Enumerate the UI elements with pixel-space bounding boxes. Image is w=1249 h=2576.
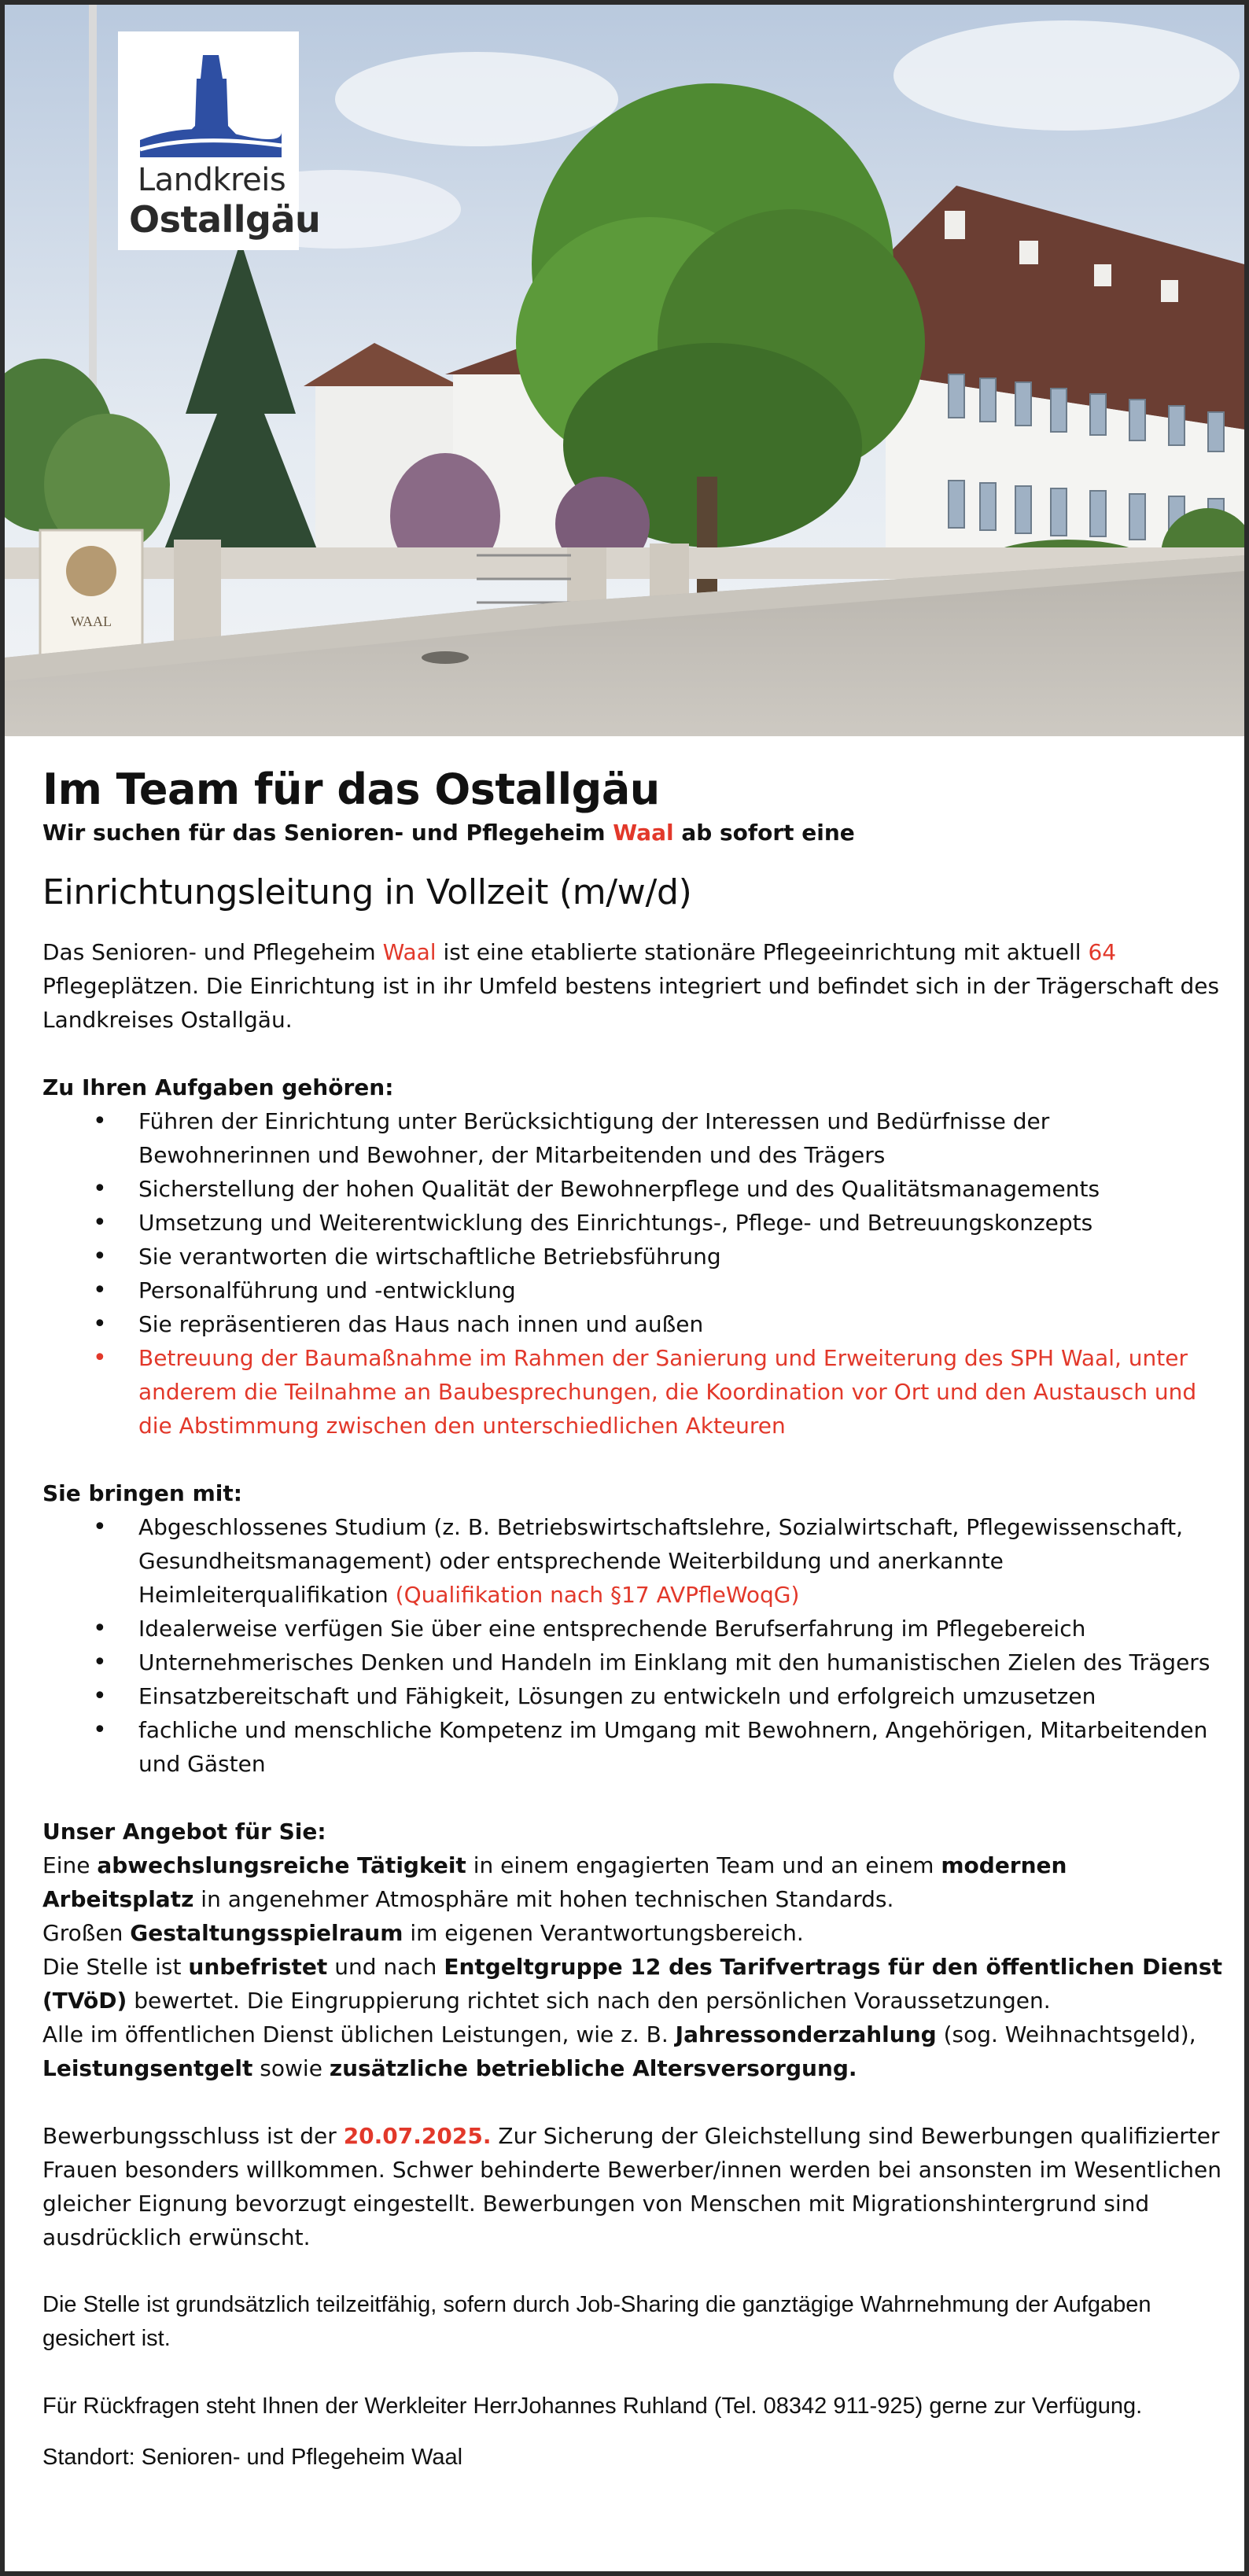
- landkreis-logo: [118, 31, 321, 250]
- location-line: Standort: Senioren- und Pflegeheim Waal: [42, 2445, 463, 2470]
- offer-line: Eine abwechslungsreiche Tätigkeit in einem engagierten Team und an einem modernen Arbeitsplatz in angenehmer Atmosphäre mit hohen technischen Standards.: [42, 1852, 1067, 1912]
- intro-paragraph: Das Senioren- und Pflegeheim Waal ist eine etablierte stationäre Pflegeeinrichtung mit aktuell 64 Pflegeplätzen. Die Einrichtung ist in ihr Umfeld bestens integriert und befindet sich in der Trägerschaft des Landkreises Ostallgäu.: [42, 939, 1220, 1033]
- headline: Im Team für das Ostallgäu: [42, 765, 660, 814]
- subheadline: Wir suchen für das Senioren- und Pflegeheim Waal ab sofort eine: [42, 820, 855, 846]
- offer-line: Großen Gestaltungsspielraum im eigenen Verantwortungsbereich.: [42, 1920, 804, 1946]
- offer-line: Die Stelle ist unbefristet und nach Entgeltgruppe 12 des Tarifvertrags für den öffentlichen Dienst (TVöD) bewertet. Die Eingruppierung richtet sich nach den persönlichen Voraussetzungen.: [42, 1954, 1222, 2014]
- offer-section: [42, 1815, 1222, 2085]
- offer-line: Alle im öffentlichen Dienst üblichen Leistungen, wie z. B. Jahressonderzahlung (sog. Weihnachtsgeld), Leistungsentgelt sowie zusätzliche betriebliche Altersversorgung.: [42, 2021, 1196, 2081]
- list-item: • Umsetzung und Weiterentwicklung des Einrichtungs-, Pflege- und Betreuungskonzepts: [42, 1206, 1222, 1240]
- contact-paragraph: Für Rückfragen steht Ihnen der Werkleiter HerrJohannes Ruhland (Tel. 08342 911-925) gerne zur Verfügung.: [42, 2394, 1143, 2419]
- list-item: • Abgeschlossenes Studium (z. B. Betriebswirtschaftslehre, Sozialwirtschaft, Pflegewissenschaft, Gesundheitsmanagement) oder entsprechende Weiterbildung und anerkannte Heimleiterqualifikation (Qualifikation nach §17 AVPfleWoqG): [42, 1510, 1222, 1612]
- list-item: • Personalführung und -entwicklung: [42, 1273, 1222, 1307]
- tasks-list: [42, 1104, 1222, 1443]
- requirements-list: [42, 1510, 1222, 1781]
- tasks-title: Zu Ihren Aufgaben gehören:: [42, 1074, 394, 1100]
- list-item: • Unternehmerisches Denken und Handeln im Einklang mit den humanistischen Zielen des Trägers: [42, 1645, 1222, 1679]
- list-item: • Sicherstellung der hohen Qualität der Bewohnerpflege und des Qualitätsmanagements: [42, 1172, 1222, 1206]
- list-item: • Führen der Einrichtung unter Berücksichtigung der Interessen und Bedürfnisse der Bewohnerinnen und Bewohner, der Mitarbeitenden und des Trägers: [42, 1104, 1222, 1172]
- list-item: • fachliche und menschliche Kompetenz im Umgang mit Bewohnern, Angehörigen, Mitarbeitenden und Gästen: [42, 1713, 1222, 1781]
- logo-text-ostallgaeu: Ostallgäu: [129, 198, 321, 241]
- requirements-title: Sie bringen mit:: [42, 1480, 242, 1506]
- list-item: • Einsatzbereitschaft und Fähigkeit, Lösungen zu entwickeln und erfolgreich umzusetzen: [42, 1679, 1222, 1713]
- list-item: • Sie verantworten die wirtschaftliche Betriebsführung: [42, 1240, 1222, 1273]
- sign-text: WAAL: [71, 614, 112, 629]
- job-ad-text: [42, 764, 1222, 2475]
- deadline-paragraph: Bewerbungsschluss ist der 20.07.2025. Zur Sicherung der Gleichstellung sind Bewerbungen qualifizierter Frauen besonders willkommen. Schwer behinderte Bewerber/innen werden bei ansonsten im Wesentlichen gleicher Eignung bevorzugt eingestellt. Bewerbungen von Menschen mit Migrationshintergrund sind ausdrücklich erwünscht.: [42, 2123, 1221, 2250]
- parttime-paragraph: Die Stelle ist grundsätzlich teilzeitfähig, sofern durch Job-Sharing die ganztägige Wahrnehmung der Aufgaben gesichert ist.: [42, 2292, 1151, 2351]
- castle-tower-icon: [140, 47, 282, 157]
- offer-title: Unser Angebot für Sie:: [42, 1819, 326, 1844]
- list-item: • Sie repräsentieren das Haus nach innen und außen: [42, 1307, 1222, 1341]
- list-item: • Betreuung der Baumaßnahme im Rahmen der Sanierung und Erweiterung des SPH Waal, unter anderem die Teilnahme an Baubesprechungen, die Koordination vor Ort und den Austausch und die Abstimmung zwischen den unterschiedlichen Akteuren: [42, 1341, 1222, 1443]
- logo-text-landkreis: Landkreis: [137, 162, 286, 198]
- list-item: • Idealerweise verfügen Sie über eine entsprechende Berufserfahrung im Pflegebereich: [42, 1612, 1222, 1645]
- position-title: Einrichtungsleitung in Vollzeit (m/w/d): [42, 872, 692, 912]
